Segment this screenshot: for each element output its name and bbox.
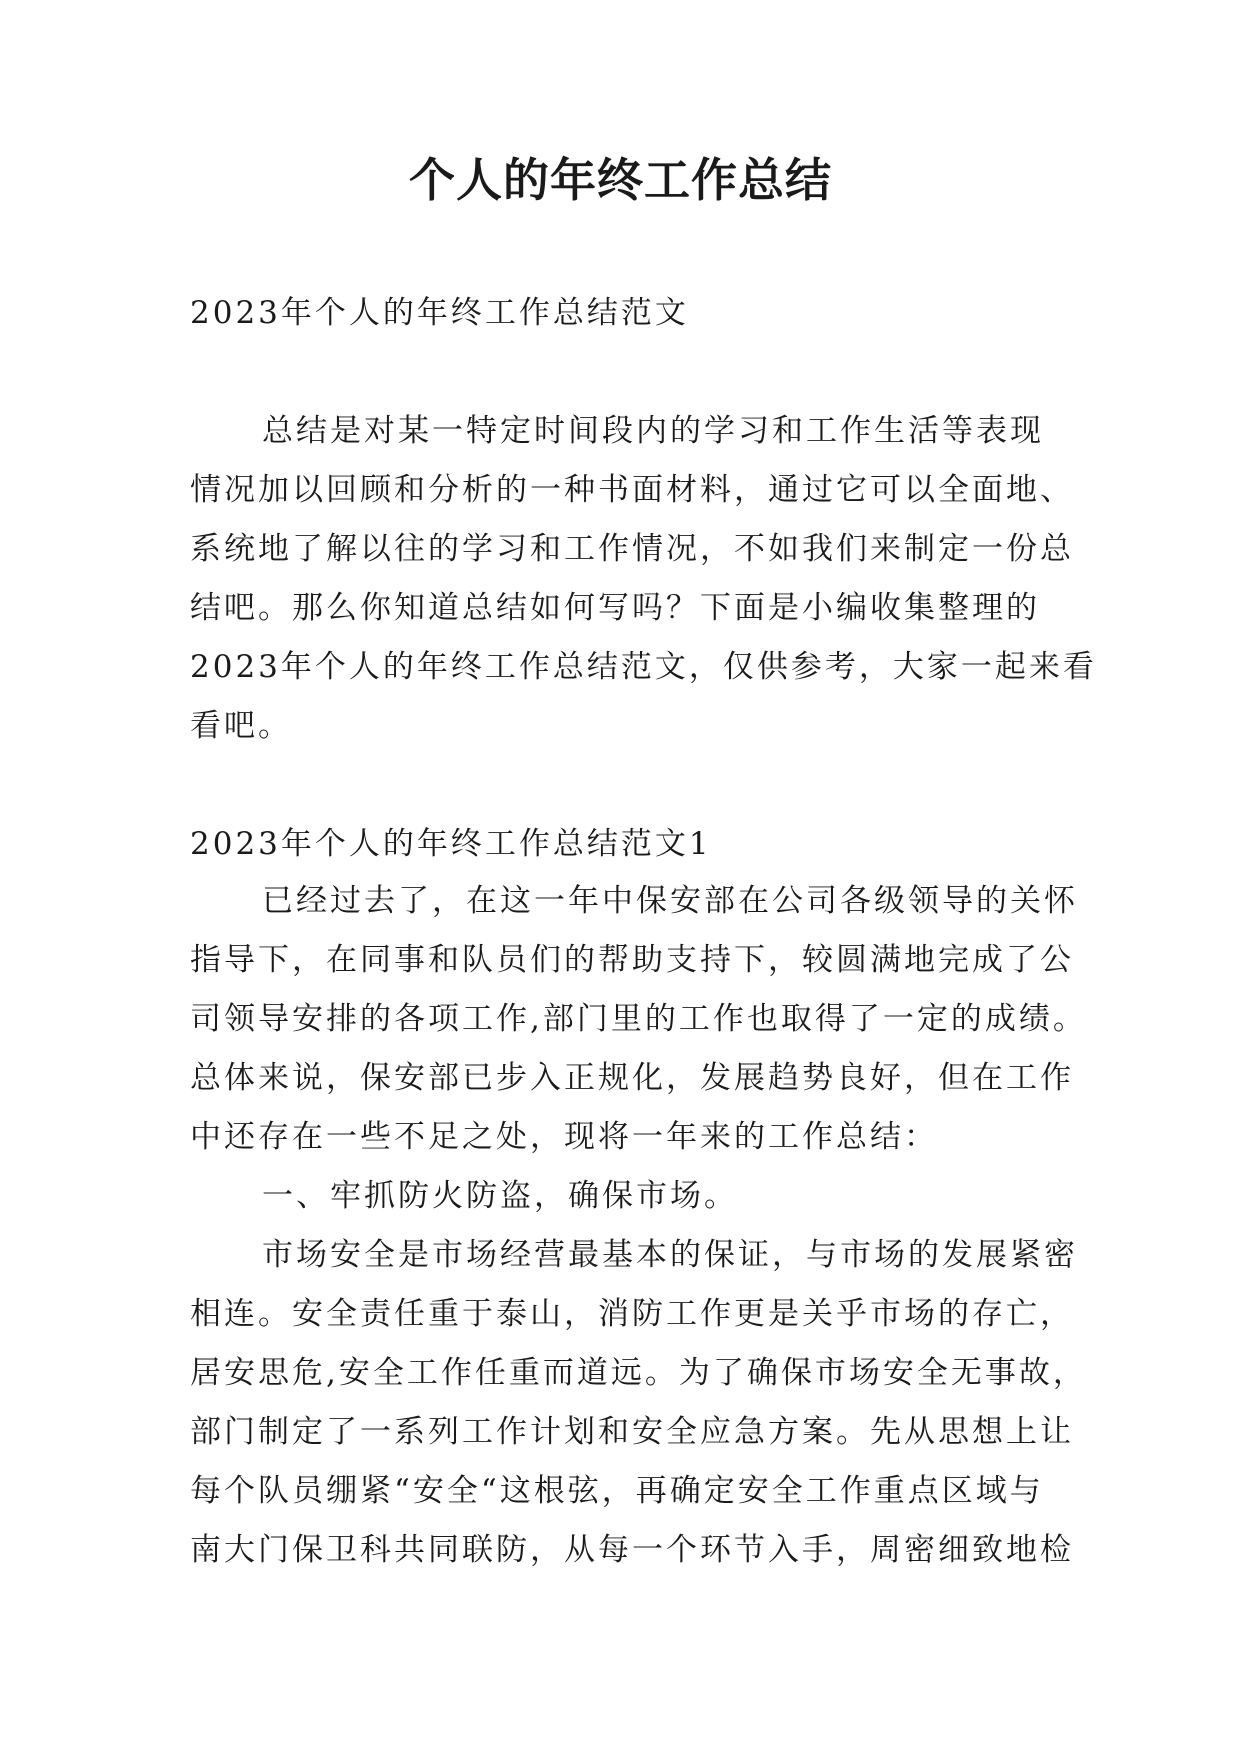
section-line: 市场安全是市场经营最基本的保证，与市场的发展紧密	[262, 1237, 1078, 1273]
intro-line: 系统地了解以往的学习和工作情况，不如我们来制定一份总	[190, 531, 1074, 567]
section-line: 中还存在一些不足之处，现将一年来的工作总结：	[190, 1119, 938, 1155]
intro-line: 2023年个人的年终工作总结范文，仅供参考，大家一起来看	[190, 649, 1097, 685]
intro-line: 总结是对某一特定时间段内的学习和工作生活等表现	[262, 413, 1044, 449]
page-title: 个人的年终工作总结	[409, 153, 832, 207]
subtitle-2	[190, 815, 1070, 874]
section-line: 每个队员绷紧“安全“这根弦，再确定安全工作重点区域与	[190, 1473, 1044, 1509]
intro-line: 看吧。	[190, 708, 292, 744]
section-line: 司领导安排的各项工作,部门里的工作也取得了一定的成绩。	[190, 1001, 1087, 1037]
subtitle-1	[190, 284, 1070, 343]
intro-line: 情况加以回顾和分析的一种书面材料，通过它可以全面地、	[190, 472, 1074, 508]
section-line: 南大门保卫科共同联防，从每一个环节入手，周密细致地检	[190, 1532, 1074, 1568]
section-paragraph	[190, 872, 1087, 1580]
section-line: 相连。安全责任重于泰山，消防工作更是关乎市场的存亡，	[190, 1296, 1074, 1332]
intro-line: 结吧。那么你知道总结如何写吗？下面是小编收集整理的	[190, 590, 1040, 626]
subtitle-1-text: 2023年个人的年终工作总结范文	[190, 295, 689, 331]
section-line: 居安思危,安全工作任重而道远。为了确保市场安全无事故，	[190, 1355, 1087, 1391]
section-line: 总体来说，保安部已步入正规化，发展趋势良好，但在工作	[190, 1060, 1074, 1096]
intro-paragraph	[190, 402, 1097, 756]
section-line: 部门制定了一系列工作计划和安全应急方案。先从思想上让	[190, 1414, 1074, 1450]
section-line: 已经过去了，在这一年中保安部在公司各级领导的关怀	[262, 883, 1078, 919]
section-line: 指导下，在同事和队员们的帮助支持下，较圆满地完成了公	[190, 942, 1074, 978]
section-heading-1: 一、牢抓防火防盗，确保市场。	[262, 1178, 738, 1214]
subtitle-2-text: 2023年个人的年终工作总结范文1	[190, 826, 712, 862]
